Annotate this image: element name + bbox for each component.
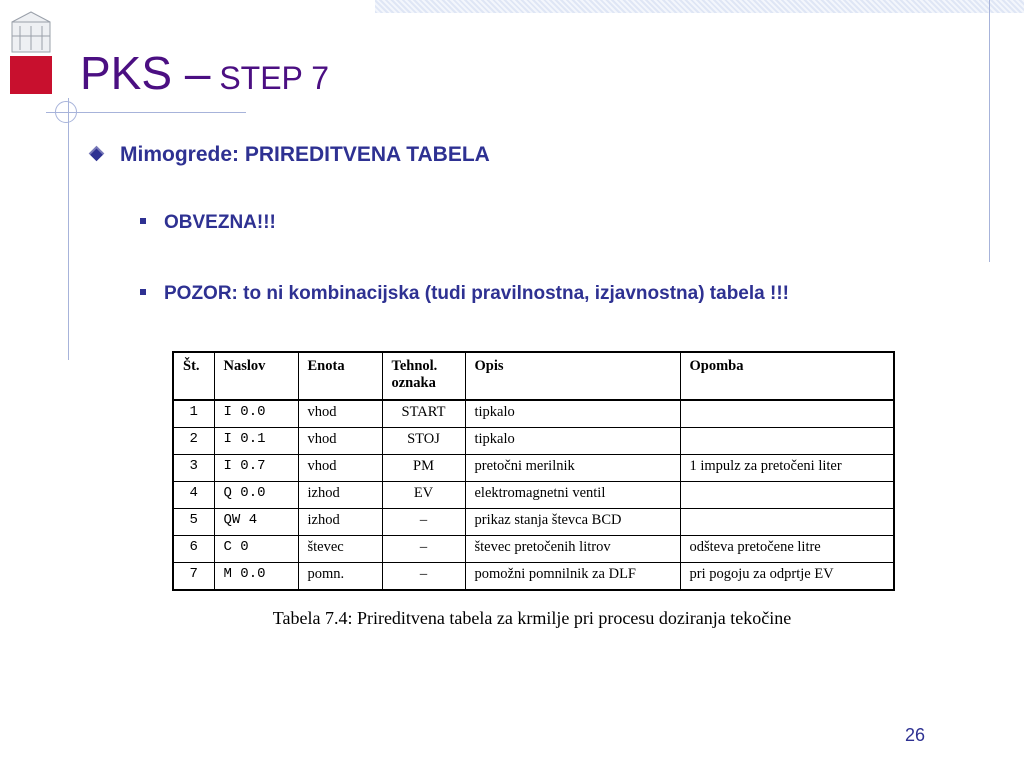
table-cell: vhod — [298, 428, 382, 455]
table-row — [173, 455, 894, 482]
table-row — [173, 536, 894, 563]
table-cell: pri pogoju za odprtje EV — [680, 563, 894, 591]
table-cell: 7 — [173, 563, 214, 591]
table-cell: EV — [382, 482, 465, 509]
table-cell: 5 — [173, 509, 214, 536]
table-cell: START — [382, 400, 465, 428]
table-cell: 2 — [173, 428, 214, 455]
table-cell: PM — [382, 455, 465, 482]
header-cell: Opis — [465, 352, 680, 400]
header-cell: Opomba — [680, 352, 894, 400]
table-cell: izhod — [298, 509, 382, 536]
table-cell: 1 — [173, 400, 214, 428]
table-row — [173, 509, 894, 536]
table-row — [173, 428, 894, 455]
table-cell: pomožni pomnilnik za DLF — [465, 563, 680, 591]
table-cell: odšteva pretočene litre — [680, 536, 894, 563]
diamond-bullet-icon — [89, 146, 105, 162]
university-logo-icon — [8, 8, 54, 96]
table-cell: I 0.7 — [214, 455, 298, 482]
table-row — [173, 400, 894, 428]
table-cell: vhod — [298, 400, 382, 428]
table-cell: števec — [298, 536, 382, 563]
assignment-table — [172, 351, 895, 591]
table-cell — [680, 428, 894, 455]
decorative-circle — [55, 101, 77, 123]
sub-bullet-1 — [140, 212, 276, 234]
table-cell: I 0.1 — [214, 428, 298, 455]
table-cell: 3 — [173, 455, 214, 482]
table-cell — [680, 482, 894, 509]
title-main: PKS – — [80, 47, 211, 99]
header-cell: Tehnol. oznaka — [382, 352, 465, 400]
top-decor-band — [375, 0, 1024, 13]
table-cell — [680, 400, 894, 428]
table-cell: – — [382, 563, 465, 591]
sub-bullet-text: POZOR: to ni kombinacijska (tudi pravilnostna, izjavnostna) tabela !!! — [164, 283, 789, 304]
table-cell: vhod — [298, 455, 382, 482]
table-cell: tipkalo — [465, 428, 680, 455]
table-cell: I 0.0 — [214, 400, 298, 428]
table-header-row — [173, 352, 894, 400]
page-number: 26 — [905, 725, 926, 745]
sub-bullet-text: OBVEZNA!!! — [164, 212, 276, 233]
table-cell: prikaz stanja števca BCD — [465, 509, 680, 536]
header-cell: Naslov — [214, 352, 298, 400]
table-cell: 1 impulz za pretočeni liter — [680, 455, 894, 482]
table-cell: števec pretočenih litrov — [465, 536, 680, 563]
title-sub: STEP 7 — [219, 60, 329, 96]
table-cell: QW 4 — [214, 509, 298, 536]
table-cell: – — [382, 536, 465, 563]
table-cell: pretočni merilnik — [465, 455, 680, 482]
table-row — [173, 482, 894, 509]
header-cell: Št. — [173, 352, 214, 400]
table-cell: 6 — [173, 536, 214, 563]
table-cell: pomn. — [298, 563, 382, 591]
table-cell: elektromagnetni ventil — [465, 482, 680, 509]
square-bullet-icon — [140, 289, 146, 295]
square-bullet-icon — [140, 218, 146, 224]
table-cell: STOJ — [382, 428, 465, 455]
left-vertical-rule — [68, 98, 69, 360]
table-caption: Tabela 7.4: Prireditvena tabela za krmilje pri procesu doziranja tekočine — [272, 608, 792, 628]
table-cell: 4 — [173, 482, 214, 509]
right-vertical-rule — [989, 0, 990, 262]
table-cell: Q 0.0 — [214, 482, 298, 509]
main-bullet-text: Mimogrede: PRIREDITVENA TABELA — [120, 143, 490, 166]
table-row — [173, 563, 894, 591]
table-cell: izhod — [298, 482, 382, 509]
main-bullet — [88, 143, 490, 167]
table-cell: C 0 — [214, 536, 298, 563]
table-cell — [680, 509, 894, 536]
table-cell: M 0.0 — [214, 563, 298, 591]
sub-bullet-2 — [140, 283, 789, 305]
slide-title — [80, 47, 329, 99]
header-cell: Enota — [298, 352, 382, 400]
table-cell: tipkalo — [465, 400, 680, 428]
table-cell: – — [382, 509, 465, 536]
